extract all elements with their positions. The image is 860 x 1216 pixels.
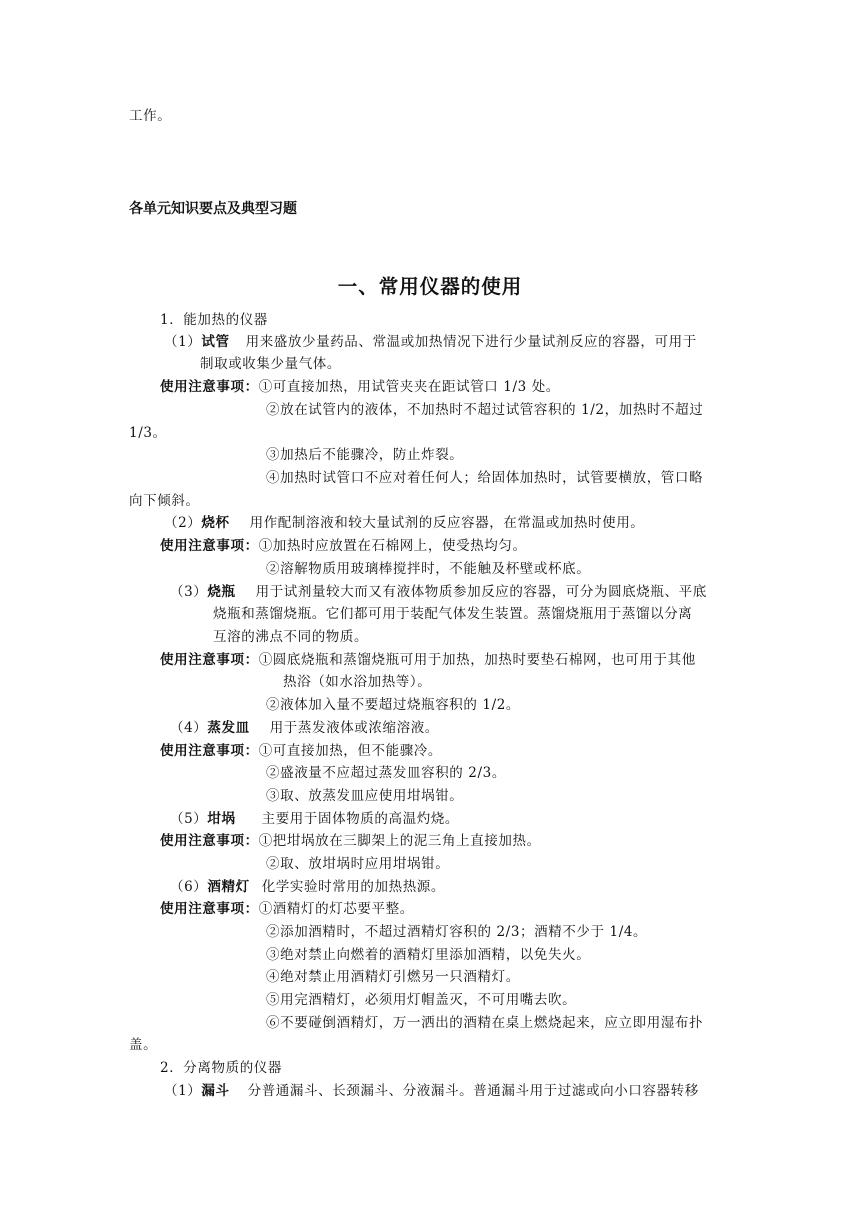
lamp-note-2: ②添加酒精时，不超过酒精灯容积的 2/3；酒精不少于 1/4。 — [266, 924, 648, 940]
item-number: （2） — [164, 515, 202, 531]
lamp-note-6-cont: 盖。 — [129, 1037, 158, 1053]
item-number: （1） — [164, 1083, 202, 1099]
note-label: 使用注意事项： — [160, 538, 259, 554]
flask-desc-line3: 互溶的沸点不同的物质。 — [213, 629, 369, 645]
flask-note-2: ②液体加入量不要超过烧瓶容积的 1/2。 — [266, 697, 521, 713]
item-name: 漏斗 — [201, 1083, 230, 1099]
heat-instruments-heading: 1．能加热的仪器 — [160, 312, 268, 328]
prev-page-tail: 工作。 — [129, 108, 172, 124]
lamp-note-5: ⑤用完酒精灯，必须用灯帽盖灭，不可用嘴去吹。 — [266, 992, 577, 1008]
item-number: （3） — [170, 584, 208, 600]
flask-note-1 — [160, 651, 696, 669]
section-title: 各单元知识要点及典型习题 — [129, 201, 297, 217]
test-tube-note-2-cont: 1/3。 — [129, 425, 167, 441]
item-desc: 分普通漏斗、长颈漏斗、分液漏斗。普通漏斗用于过滤或向小口容器转移 — [247, 1083, 699, 1099]
flask-note-1-cont: 热浴（如水浴加热等）。 — [283, 674, 432, 690]
note-text: ①把坩埚放在三脚架上的泥三角上直接加热。 — [258, 833, 541, 849]
item-number: （6） — [170, 879, 208, 895]
funnel-desc — [164, 1082, 699, 1100]
dish-desc — [170, 719, 439, 737]
note-text: ①加热时应放置在石棉网上，使受热均匀。 — [258, 538, 527, 554]
test-tube-note-4-cont: 向下倾斜。 — [129, 493, 200, 509]
item-desc: 化学实验时常用的加热热源。 — [261, 879, 446, 895]
dish-note-3: ③取、放蒸发皿应使用坩埚钳。 — [266, 788, 464, 804]
note-label: 使用注意事项： — [160, 652, 259, 668]
flask-desc-line2: 烧瓶和蒸馏烧瓶。它们都可用于装配气体发生装置。蒸馏烧瓶用于蒸馏以分离 — [213, 606, 693, 622]
dish-note-1 — [160, 742, 442, 760]
item-desc: 用来盛放少量药品、常温或加热情况下进行少量试剂反应的容器，可用于 — [245, 334, 697, 350]
note-label: 使用注意事项： — [160, 743, 259, 759]
note-label: 使用注意事项： — [160, 901, 259, 917]
test-tube-desc-line1 — [164, 333, 697, 351]
item-number: （4） — [170, 720, 208, 736]
lamp-note-6: ⑥不要碰倒酒精灯，万一洒出的酒精在桌上燃烧起来，应立即用湿布扑 — [266, 1015, 704, 1031]
beaker-desc — [164, 514, 644, 532]
item-number: （5） — [170, 811, 208, 827]
item-name: 烧瓶 — [207, 584, 236, 600]
lamp-note-4: ④绝对禁止用酒精灯引燃另一只酒精灯。 — [266, 969, 520, 985]
note-text: ①酒精灯的灯芯要平整。 — [258, 901, 414, 917]
item-name: 烧杯 — [201, 515, 230, 531]
crucible-desc — [170, 810, 459, 828]
chapter-title: 一、常用仪器的使用 — [337, 275, 523, 298]
test-tube-note-4: ④加热时试管口不应对着任何人；给固体加热时，试管要横放，管口略 — [266, 470, 704, 486]
note-text: ①可直接加热，用试管夹夹在距试管口 1/3 处。 — [258, 379, 560, 395]
lamp-desc — [170, 878, 445, 896]
crucible-note-1 — [160, 832, 541, 850]
test-tube-note-3: ③加热后不能骤冷，防止炸裂。 — [266, 447, 464, 463]
item-desc: 用作配制溶液和较大量试剂的反应容器，在常温或加热时使用。 — [249, 515, 645, 531]
flask-desc-line1 — [170, 583, 707, 601]
test-tube-note-2: ②放在试管内的液体，不加热时不超过试管容积的 1/2，加热时不超过 — [266, 402, 704, 418]
lamp-note-1 — [160, 900, 414, 918]
item-desc: 用于试剂量较大而又有液体物质参加反应的容器，可分为圆底烧瓶、平底 — [255, 584, 707, 600]
beaker-note-1 — [160, 537, 527, 555]
test-tube-note-1 — [160, 378, 560, 396]
note-text: ①圆底烧瓶和蒸馏烧瓶可用于加热，加热时要垫石棉网，也可用于其他 — [258, 652, 696, 668]
crucible-note-2: ②取、放坩埚时应用坩埚钳。 — [266, 856, 450, 872]
test-tube-desc-line2: 制取或收集少量气体。 — [200, 356, 341, 372]
item-desc: 主要用于固体物质的高温灼烧。 — [261, 811, 459, 827]
item-name: 蒸发皿 — [207, 720, 250, 736]
dish-note-2: ②盛液量不应超过蒸发皿容积的 2/3。 — [266, 765, 506, 781]
note-label: 使用注意事项： — [160, 833, 259, 849]
item-number: （1） — [164, 334, 202, 350]
lamp-note-3: ③绝对禁止向燃着的酒精灯里添加酒精，以免失火。 — [266, 947, 591, 963]
note-label: 使用注意事项： — [160, 379, 259, 395]
note-text: ①可直接加热，但不能骤冷。 — [258, 743, 443, 759]
item-name: 坩埚 — [207, 811, 236, 827]
separation-instruments-heading: 2．分离物质的仪器 — [160, 1060, 282, 1076]
item-name: 酒精灯 — [207, 879, 250, 895]
beaker-note-2: ②溶解物质用玻璃棒搅拌时，不能触及杯壁或杯底。 — [266, 561, 591, 577]
item-desc: 用于蒸发液体或浓缩溶液。 — [269, 720, 439, 736]
item-name: 试管 — [201, 334, 230, 350]
